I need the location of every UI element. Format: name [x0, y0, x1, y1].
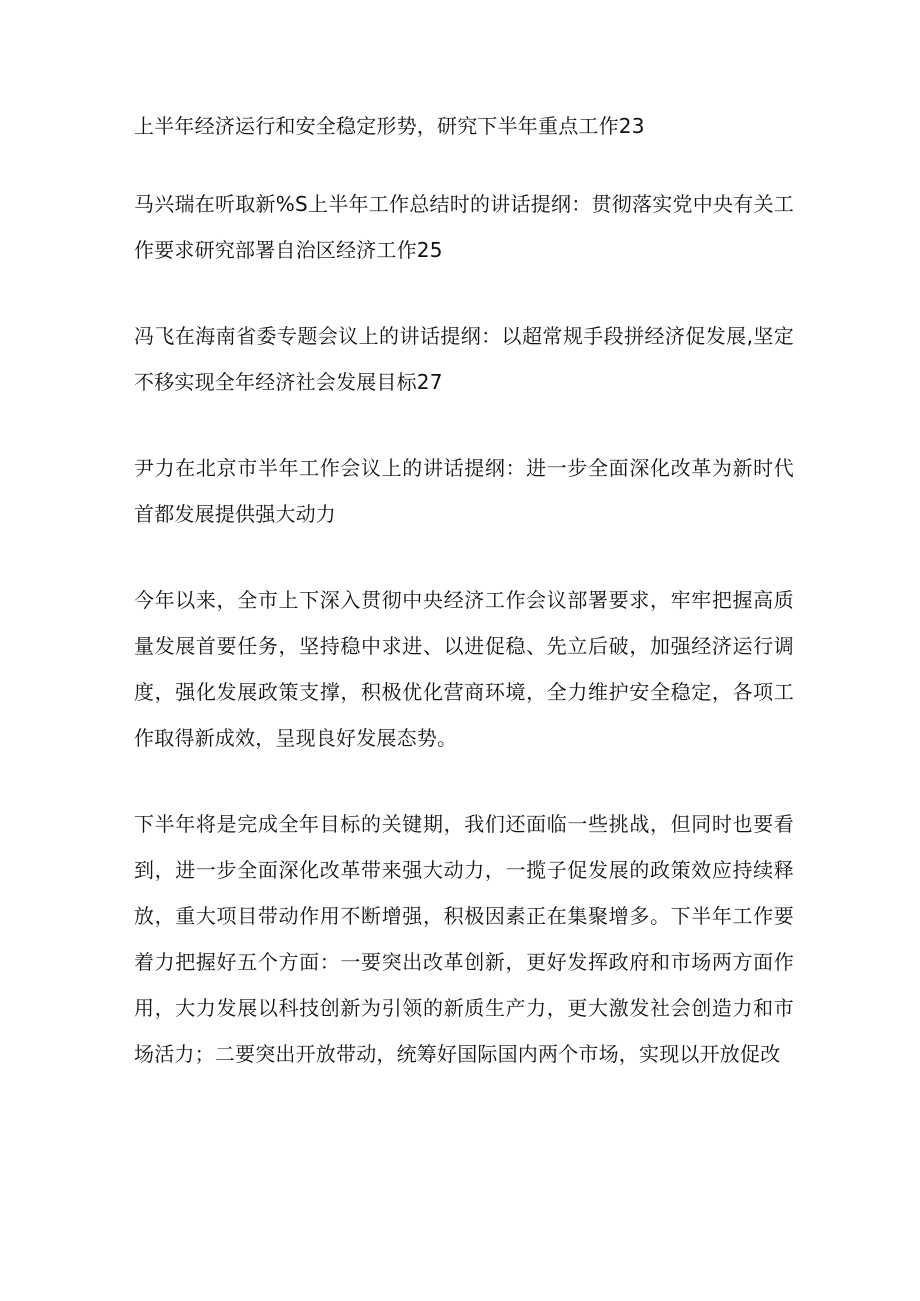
- body-paragraph-2: 下半年将是完成全年目标的关键期，我们还面临一些挑战，但同时也要看到，进一步全面深化改革带来强大动力，一揽子促发展的政策效应持续释放，重大项目带动作用不断增强，积极因素正在集聚增多。下半年工作要着力把握好五个方面：一要突出改革创新，更好发挥政府和市场两方面作用，大力发展以科技创新为引领的新质生产力，更大激发社会创造力和市场活力；二要突出开放带动，统筹好国际国内两个市场，实现以开放促改: [134, 812, 794, 1066]
- document-page: [134, 103, 794, 1077]
- toc-entry-2: 马兴瑞在听取新%S上半年工作总结时的讲话提纲：贯彻落实党中央有关工作要求研究部署自治区经济工作25: [134, 192, 794, 262]
- toc-entry-3: 冯飞在海南省委专题会议上的讲话提纲：以超常规手段拼经济促发展,坚定不移实现全年经济社会发展目标27: [134, 324, 794, 394]
- section-heading: 尹力在北京市半年工作会议上的讲话提纲：进一步全面深化改革为新时代首都发展提供强大动力: [134, 456, 794, 526]
- toc-entry-1: 上半年经济运行和安全稳定形势，研究下半年重点工作23: [134, 114, 645, 138]
- body-paragraph-1: 今年以来，全市上下深入贯彻中央经济工作会议部署要求，牢牢把握高质量发展首要任务，坚持稳中求进、以进促稳、先立后破，加强经济运行调度，强化发展政策支撑，积极优化营商环境，全力维护安全稳定，各项工作取得新成效，呈现良好发展态势。: [134, 588, 794, 750]
